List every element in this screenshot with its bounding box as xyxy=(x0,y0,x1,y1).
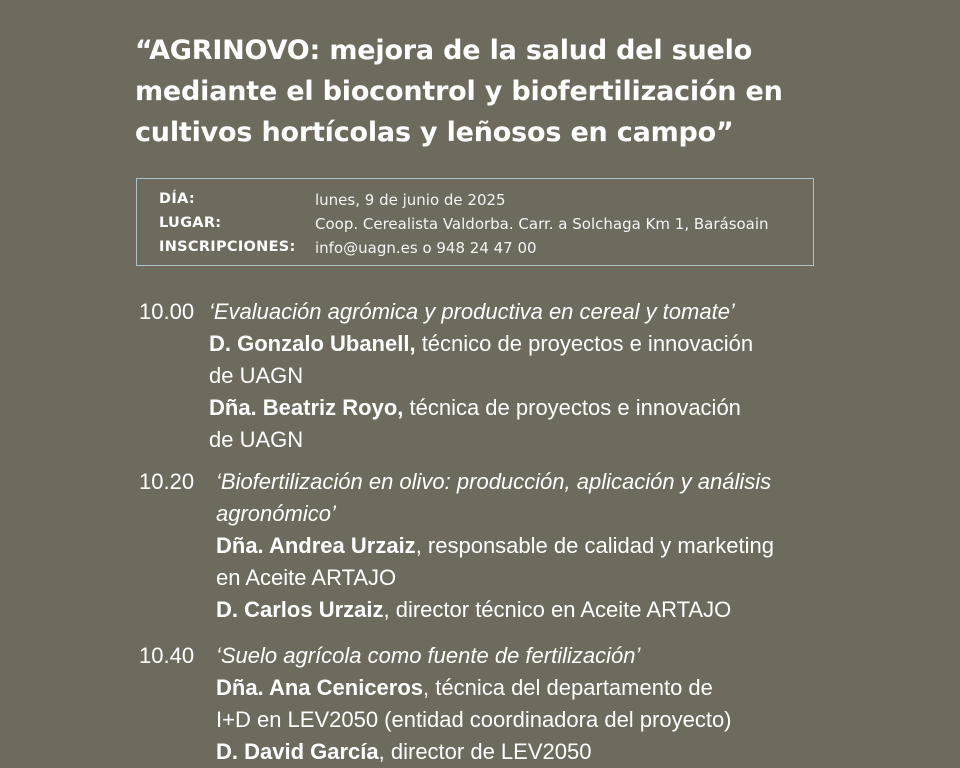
speaker-name: Dña. Ana Ceniceros xyxy=(216,675,424,700)
speaker-role: técnico de proyectos e innovación xyxy=(415,331,754,356)
place-value: Coop. Cerealista Valdorba. Carr. a Solchaga Km 1, Barásoain xyxy=(315,215,769,233)
speaker-line xyxy=(216,530,774,562)
event-title-line-3: cultivos hortícolas y leñosos en campo” xyxy=(135,117,734,148)
talk-title: ‘Evaluación agrómica y productiva en cereal y tomate’ xyxy=(209,299,735,324)
day-value: lunes, 9 de junio de 2025 xyxy=(315,191,506,209)
speaker-line xyxy=(209,392,753,424)
talk-title: ‘Suelo agrícola como fuente de fertilización’ xyxy=(216,643,641,668)
speaker-line xyxy=(216,672,732,704)
session-body xyxy=(216,466,774,626)
registration-label: INSCRIPCIONES: xyxy=(159,239,296,255)
day-label: DÍA: xyxy=(159,191,195,207)
speaker-line xyxy=(216,594,774,626)
speaker-name: Dña. Andrea Urzaiz xyxy=(216,533,416,558)
speaker-name: D. Gonzalo Ubanell, xyxy=(209,331,416,356)
speaker-name: D. David García xyxy=(216,739,379,764)
event-title-line-2: mediante el biocontrol y biofertilización en xyxy=(135,76,783,107)
registration-value: info@uagn.es o 948 24 47 00 xyxy=(315,239,537,257)
speaker-role: , técnica del departamento de xyxy=(423,675,713,700)
speaker-role: , responsable de calidad y marketing xyxy=(415,533,775,558)
speaker-role: técnica de proyectos e innovación xyxy=(403,395,741,420)
speaker-name: D. Carlos Urzaiz xyxy=(216,597,384,622)
speaker-name: Dña. Beatriz Royo, xyxy=(209,395,404,420)
event-title-line-1: “AGRINOVO: mejora de la salud del suelo xyxy=(135,35,753,66)
place-label: LUGAR: xyxy=(159,215,222,231)
speaker-line xyxy=(209,328,753,360)
session-time: 10.00 xyxy=(139,299,195,324)
talk-title: ‘Biofertilización en olivo: producción, aplicación y análisis xyxy=(216,469,772,494)
event-info-box xyxy=(136,178,814,266)
session-time: 10.20 xyxy=(139,469,195,494)
speaker-role-continued: I+D en LEV2050 (entidad coordinadora del proyecto) xyxy=(216,707,732,732)
speaker-role: , director de LEV2050 xyxy=(378,739,592,764)
speaker-role-continued: de UAGN xyxy=(209,363,304,388)
session-body xyxy=(216,640,732,768)
speaker-line xyxy=(216,736,732,768)
talk-title-continued: agronómico’ xyxy=(216,501,336,526)
speaker-role-continued: de UAGN xyxy=(209,427,304,452)
speaker-role: , director técnico en Aceite ARTAJO xyxy=(383,597,732,622)
session-body xyxy=(209,296,753,456)
session-time: 10.40 xyxy=(139,643,195,668)
event-title xyxy=(135,30,895,153)
speaker-role-continued: en Aceite ARTAJO xyxy=(216,565,397,590)
